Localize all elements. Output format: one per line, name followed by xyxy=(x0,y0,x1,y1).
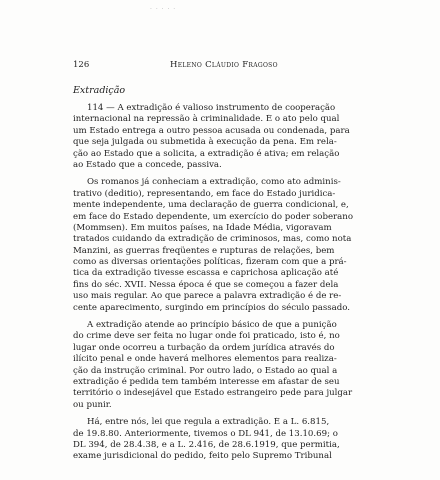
page-number: 126 xyxy=(73,60,90,70)
text-line: tratados cuidando da extradição de criminosos, mas, como nota xyxy=(73,234,352,245)
running-author: Heleno Cláudio Fragoso xyxy=(170,60,278,70)
text-line: Manzini, as guerras freqüentes e rupturas de relações, bem xyxy=(73,245,335,256)
body-text xyxy=(73,103,373,463)
text-line: tica da extradição tivesse escassa e caprichosa aplicação até xyxy=(73,268,339,279)
text-line: fins do séc. XVII. Nessa época é que se começou a fazer dela xyxy=(73,279,339,290)
running-header xyxy=(73,60,373,72)
text-line: ção ao Estado que a solicita, a extradição é ativa; em relação xyxy=(73,148,340,159)
section-title: Extradição xyxy=(73,85,126,96)
text-line: exame jurisdicional do pedido, feito pelo Supremo Tribunal xyxy=(73,451,332,462)
text-line: internacional na repressão à criminalidade. É o ato pelo qual xyxy=(73,114,340,125)
text-line: em face do Estado dependente, um exercício do poder soberano xyxy=(73,211,353,222)
text-line: mente independente, uma declaração de guerra condicional, e, xyxy=(73,200,349,211)
text-line: de 19.8.80. Anteriormente, tivemos o DL 941, de 13.10.69; o xyxy=(73,428,338,439)
text-line: Há, entre nós, lei que regula a extradição. É a L. 6.815, xyxy=(87,417,330,428)
text-line: Os romanos já conheciam a extradição, como ato adminis- xyxy=(87,177,341,188)
text-line: como as diversas orientações políticas, fizeram com que a prá- xyxy=(73,257,347,268)
text-line: um Estado entrega a outro pessoa acusada ou condenada, para xyxy=(73,125,350,136)
text-line: ção da instrução criminal. Por outro lado, o Estado ao qual a xyxy=(73,365,338,376)
text-line: DL 394, de 28.4.38, e a L. 2.416, de 28.6.1919, que permitia, xyxy=(73,439,340,450)
text-line: ou punir. xyxy=(73,399,112,410)
text-line: território o indesejável que Estado estrangeiro pede para julgar xyxy=(73,388,353,399)
text-line: do crime deve ser feita no lugar onde foi praticado, isto é, no xyxy=(73,331,340,342)
text-line: que seja julgada ou submetida à execução da pena. Em rela- xyxy=(73,137,337,148)
text-line: lugar onde ocorreu a turbação da ordem jurídica através do xyxy=(73,342,335,353)
text-line: uso mais regular. Ao que parece a palavra extradição é de re- xyxy=(73,291,342,302)
text-line: extradição é pedida tem também interesse em afastar de seu xyxy=(73,376,340,387)
text-line: (Mommsen). Em muitos países, na Idade Média, vigoravam xyxy=(73,222,332,233)
text-line: ilícito penal e onde haverá melhores elementos para realiza- xyxy=(73,354,337,365)
text-line: cente aparecimento, surgindo em princípios do século passado. xyxy=(73,302,351,313)
text-line: A extradição atende ao princípio básico de que a punição xyxy=(87,320,337,331)
top-margin-mark: · · · · · xyxy=(150,6,177,13)
text-line: ao Estado que a concede, passiva. xyxy=(73,159,222,170)
text-line: 114 — A extradição é valioso instrumento de cooperação xyxy=(87,103,336,113)
text-line: trativo (deditio), representando, em face do Estado juridica- xyxy=(73,188,336,199)
